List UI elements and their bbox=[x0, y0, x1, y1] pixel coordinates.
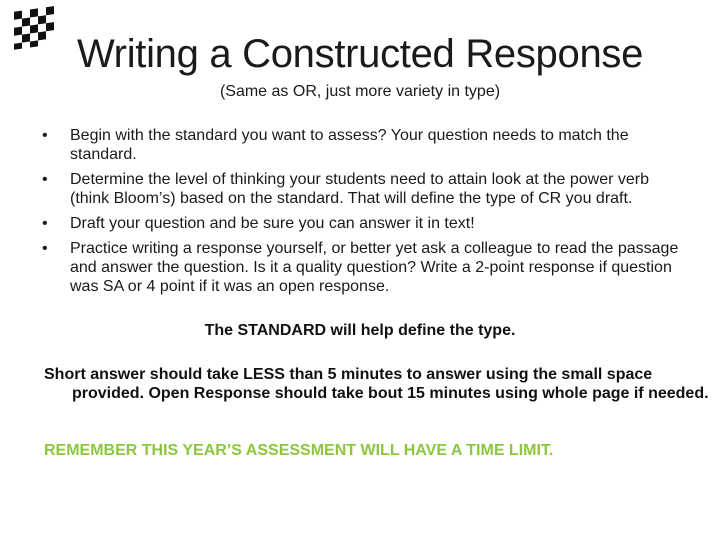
bullet-text: Begin with the standard you want to assess? Your question needs to match the standard. bbox=[70, 127, 629, 163]
bullet-text: Practice writing a response yourself, or better yet ask a colleague to read the passage and answer the question. Is it a quality question? Write a 2-point response if question was SA or 4 point if it was an open response. bbox=[70, 240, 679, 295]
bullet-item bbox=[40, 170, 680, 208]
bullet-item bbox=[40, 214, 680, 233]
bullet-list bbox=[40, 126, 680, 302]
bullet-marker: • bbox=[42, 127, 48, 144]
bullet-marker: • bbox=[42, 240, 48, 257]
bullet-marker: • bbox=[42, 215, 48, 232]
bullet-marker: • bbox=[42, 171, 48, 188]
slide-subtitle: (Same as OR, just more variety in type) bbox=[219, 83, 501, 100]
bullet-item bbox=[40, 126, 680, 164]
standard-note: The STANDARD will help define the type. bbox=[204, 322, 516, 339]
bullet-item bbox=[40, 239, 680, 296]
short-answer-note: Short answer should take LESS than 5 minutes to answer using the small space provided. Open Response should take bout 15 minutes using whole page if needed. bbox=[44, 366, 709, 402]
slide-title: Writing a Constructed Response bbox=[76, 32, 644, 76]
time-limit-reminder: REMEMBER THIS YEAR’S ASSESSMENT WILL HAVE A TIME LIMIT. bbox=[44, 442, 554, 459]
bullet-text: Determine the level of thinking your students need to attain look at the power verb (think Bloom’s) based on the standard. That will define the type of CR you draft. bbox=[70, 171, 650, 207]
bullet-text: Draft your question and be sure you can answer it in text! bbox=[70, 215, 475, 232]
